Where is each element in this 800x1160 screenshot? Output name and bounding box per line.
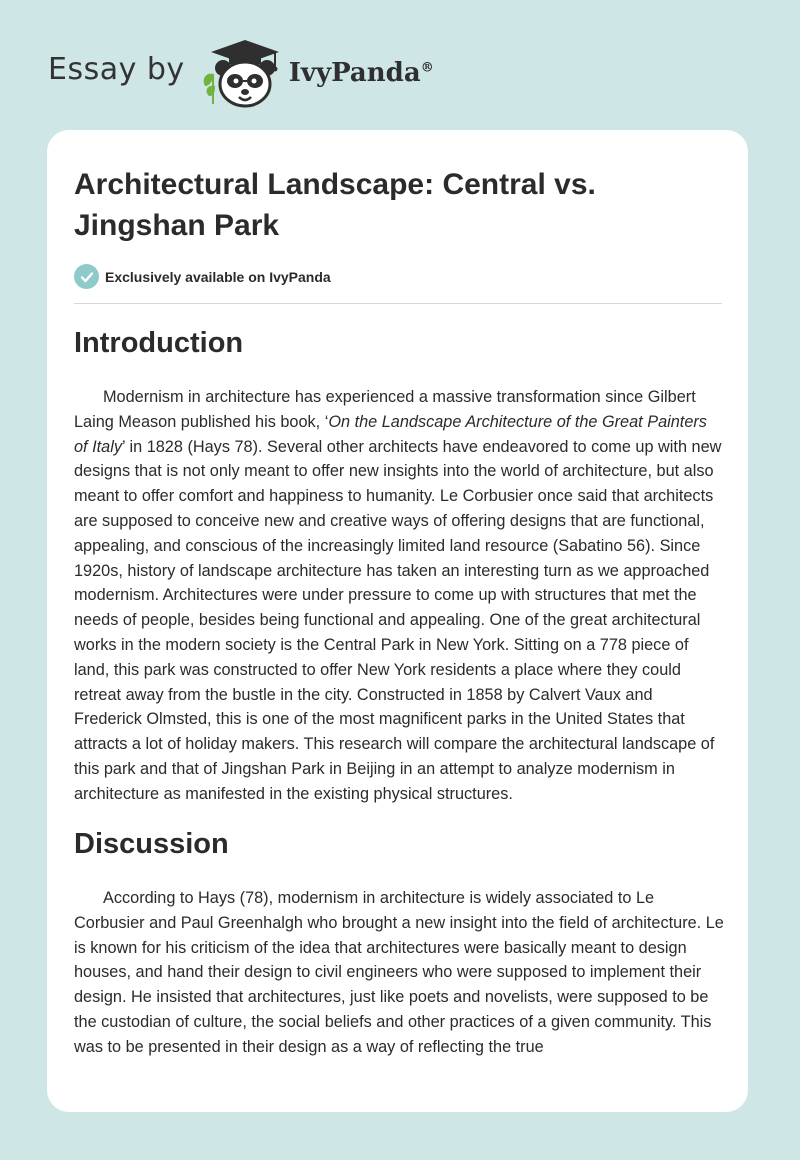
- section-heading-discussion: Discussion: [74, 828, 229, 860]
- leaf-icon: [203, 74, 214, 104]
- site-header: [48, 34, 434, 114]
- panda-logo-icon[interactable]: [199, 38, 285, 110]
- registered-mark: ®: [420, 60, 434, 76]
- page-title: Architectural Landscape: Central vs. Jingshan Park: [74, 168, 596, 242]
- book-title: On the Landscape Architecture of the Great Painters of Italy: [74, 412, 707, 456]
- brand-name[interactable]: IvyPanda®: [288, 58, 434, 88]
- checkmark-icon: [74, 264, 99, 289]
- essay-by-label: Essay by: [48, 51, 185, 87]
- essay-card: [47, 130, 748, 1112]
- section-heading-introduction: Introduction: [74, 327, 244, 359]
- exclusive-badge: [74, 264, 331, 289]
- divider: [74, 303, 722, 304]
- badge-label: Exclusively available on IvyPanda: [105, 268, 331, 285]
- paragraph-discussion: According to Hays (78), modernism in architecture is widely associated to Le Corbusier and Paul Greenhalgh who brought a new insight into the field of architecture. Le is known for his criticism of the idea that architectures were basically meant to design houses, and hand their design to civil engineers who were supposed to implement their design. He insisted that architectures, just like poets and novelists, were supposed to be the custodian of culture, the social beliefs and other practices of a given community. This was to be presented in their design as a way of reflecting the true: [74, 889, 724, 1056]
- paragraph-introduction: Modernism in architecture has experienced a massive transformation since Gilbert Laing Meason published his book, ‘On the Landscape Architecture of the Great Painters of Italy’ in 1828 (Hays 78). Several other architects have endeavored to come up with new designs that is not only meant to offer new insights into the world of architecture, but also meant to offer comfort and happiness to humanity. Le Corbusier once said that architects are supposed to conceive new and creative ways of offering designs that are functional, appealing, and conscious of the increasingly limited land resource (Sabatino 56). Since 1920s, history of landscape architecture has taken an interesting turn as we approached modernism. Architectures were under pressure to come up with structures that met the needs of people, besides being functional and appealing. One of the great architectural works in the modern society is the Central Park in New York. Sitting on a 778 piece of land, this park was constructed to offer New York residents a place where they could retreat away from the bustle in the city. Constructed in 1858 by Calvert Vaux and Frederick Olmsted, this is one of the most magnificent parks in the United States that attracts a lot of holiday makers. This research will compare the architectural landscape of this park and that of Jingshan Park in Beijing in an attempt to analyze modernism in architecture as manifested in the existing physical structures.: [74, 388, 722, 803]
